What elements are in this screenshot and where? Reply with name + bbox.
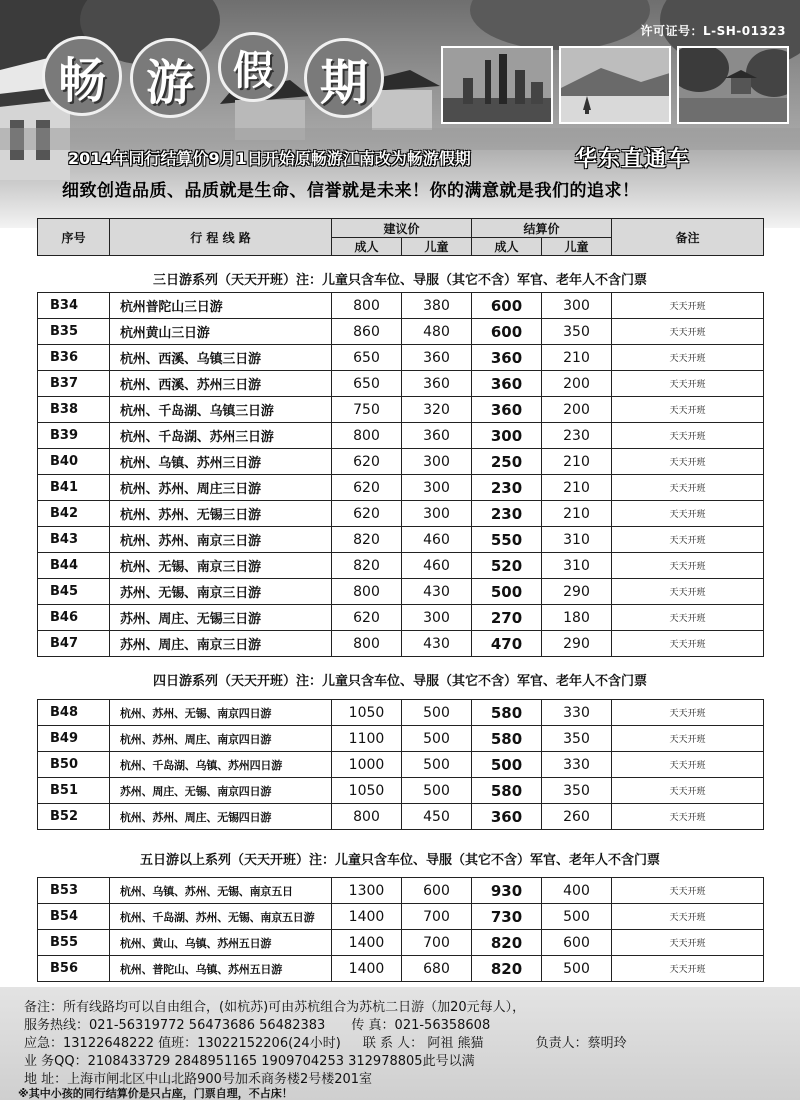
settlement-adult-price: 360 [472, 345, 542, 371]
table-row [38, 804, 764, 830]
suggested-child-price: 360 [402, 345, 472, 371]
suggested-child-price: 300 [402, 605, 472, 631]
settlement-child-price: 230 [542, 423, 612, 449]
table-row [38, 778, 764, 804]
route-code: B47 [38, 631, 110, 657]
route-name: 杭州黄山三日游 [110, 319, 332, 345]
suggested-child-price: 500 [402, 700, 472, 726]
route-name: 杭州、西溪、苏州三日游 [110, 371, 332, 397]
suggested-child-price: 600 [402, 878, 472, 904]
route-code: B34 [38, 293, 110, 319]
route-code: B42 [38, 501, 110, 527]
table-row [38, 700, 764, 726]
suggested-child-price: 380 [402, 293, 472, 319]
table-row [38, 423, 764, 449]
table-row [38, 501, 764, 527]
table-row [38, 904, 764, 930]
settlement-child-price: 210 [542, 501, 612, 527]
city-skyline-photo [441, 46, 553, 124]
table-row [38, 579, 764, 605]
settlement-child-price: 500 [542, 904, 612, 930]
settlement-child-price: 300 [542, 293, 612, 319]
business-qq: 业 务QQ：2108433729 2848951165 1909704253 312978805此号以满 [24, 1054, 475, 1069]
express-label: 华东直通车 [575, 147, 691, 172]
suggested-child-price: 700 [402, 904, 472, 930]
suggested-child-price: 460 [402, 553, 472, 579]
table-row [38, 553, 764, 579]
route-code: B54 [38, 904, 110, 930]
table-row [38, 527, 764, 553]
table-row [38, 878, 764, 904]
settlement-adult-price: 600 [472, 293, 542, 319]
schedule-note: 天天开班 [612, 319, 764, 345]
route-name: 杭州、乌镇、苏州、无锡、南京五日 [110, 878, 332, 904]
price-list [37, 218, 763, 978]
col-header-no: 序号 [38, 219, 110, 256]
table-row [38, 449, 764, 475]
table-row [38, 930, 764, 956]
suggested-adult-price: 800 [332, 804, 402, 830]
fax: 传 真：021-56358608 [351, 1018, 491, 1033]
route-name: 杭州、苏州、周庄、南京四日游 [110, 726, 332, 752]
suggested-child-price: 480 [402, 319, 472, 345]
settlement-child-price: 290 [542, 631, 612, 657]
table-row [38, 475, 764, 501]
settlement-child-price: 500 [542, 956, 612, 982]
brand-logo [42, 32, 392, 124]
route-code: B46 [38, 605, 110, 631]
route-code: B35 [38, 319, 110, 345]
route-code: B39 [38, 423, 110, 449]
lake-pagoda-photo [559, 46, 671, 124]
suggested-child-price: 500 [402, 726, 472, 752]
settlement-adult-price: 360 [472, 804, 542, 830]
route-name: 苏州、周庄、南京三日游 [110, 631, 332, 657]
suggested-adult-price: 1400 [332, 904, 402, 930]
col-header-suggested: 建议价 [332, 219, 472, 238]
suggested-child-price: 450 [402, 804, 472, 830]
route-name: 杭州、苏州、无锡三日游 [110, 501, 332, 527]
schedule-note: 天天开班 [612, 605, 764, 631]
suggested-adult-price: 1050 [332, 700, 402, 726]
schedule-note: 天天开班 [612, 752, 764, 778]
route-code: B37 [38, 371, 110, 397]
hotline: 服务热线：021-56319772 56473686 56482383 [24, 1018, 326, 1033]
price-table-five-day [37, 877, 764, 982]
route-code: B52 [38, 804, 110, 830]
schedule-note: 天天开班 [612, 449, 764, 475]
suggested-child-price: 430 [402, 579, 472, 605]
header-banner [0, 0, 800, 228]
logo-char-4: 期 [304, 38, 384, 118]
table-row [38, 956, 764, 982]
route-name: 杭州、乌镇、苏州三日游 [110, 449, 332, 475]
route-code: B38 [38, 397, 110, 423]
suggested-adult-price: 650 [332, 371, 402, 397]
suggested-adult-price: 1100 [332, 726, 402, 752]
settlement-adult-price: 580 [472, 778, 542, 804]
schedule-note: 天天开班 [612, 397, 764, 423]
settlement-adult-price: 600 [472, 319, 542, 345]
col-header-note: 备注 [612, 219, 764, 256]
suggested-adult-price: 800 [332, 631, 402, 657]
table-row [38, 319, 764, 345]
suggested-adult-price: 1300 [332, 878, 402, 904]
settlement-child-price: 600 [542, 930, 612, 956]
route-name: 杭州、普陀山、乌镇、苏州五日游 [110, 956, 332, 982]
suggested-adult-price: 800 [332, 293, 402, 319]
route-code: B50 [38, 752, 110, 778]
schedule-note: 天天开班 [612, 956, 764, 982]
route-code: B40 [38, 449, 110, 475]
contact-person: 联 系 人： 阿祖 熊猫 [362, 1036, 484, 1051]
table-row [38, 293, 764, 319]
schedule-note: 天天开班 [612, 878, 764, 904]
route-name: 杭州、苏州、南京三日游 [110, 527, 332, 553]
settlement-child-price: 330 [542, 700, 612, 726]
garden-pavilion-photo [677, 46, 789, 124]
suggested-child-price: 360 [402, 371, 472, 397]
table-row [38, 371, 764, 397]
settlement-adult-price: 550 [472, 527, 542, 553]
suggested-adult-price: 620 [332, 605, 402, 631]
schedule-note: 天天开班 [612, 527, 764, 553]
settlement-child-price: 310 [542, 553, 612, 579]
settlement-child-price: 330 [542, 752, 612, 778]
suggested-adult-price: 820 [332, 527, 402, 553]
suggested-child-price: 430 [402, 631, 472, 657]
suggested-adult-price: 1000 [332, 752, 402, 778]
suggested-child-price: 360 [402, 423, 472, 449]
contact-line-1 [24, 1014, 490, 1033]
price-table-four-day [37, 699, 764, 830]
suggested-child-price: 680 [402, 956, 472, 982]
route-code: B49 [38, 726, 110, 752]
settlement-child-price: 290 [542, 579, 612, 605]
settlement-child-price: 350 [542, 726, 612, 752]
suggested-adult-price: 620 [332, 449, 402, 475]
route-name: 杭州普陀山三日游 [110, 293, 332, 319]
logo-char-2: 游 [130, 38, 210, 118]
route-name: 苏州、周庄、无锡三日游 [110, 605, 332, 631]
settlement-adult-price: 300 [472, 423, 542, 449]
schedule-note: 天天开班 [612, 345, 764, 371]
suggested-adult-price: 800 [332, 423, 402, 449]
settlement-adult-price: 500 [472, 752, 542, 778]
settlement-adult-price: 360 [472, 397, 542, 423]
settlement-adult-price: 820 [472, 956, 542, 982]
route-code: B53 [38, 878, 110, 904]
schedule-note: 天天开班 [612, 293, 764, 319]
route-name: 杭州、千岛湖、苏州三日游 [110, 423, 332, 449]
series-title: 三日游系列（天天开班）注：儿童只含车位、导服（其它不含）军官、老年人不含门票 [152, 273, 647, 288]
suggested-child-price: 500 [402, 752, 472, 778]
photo-strip [441, 46, 791, 124]
settlement-child-price: 350 [542, 319, 612, 345]
schedule-note: 天天开班 [612, 930, 764, 956]
route-name: 杭州、苏州、周庄、无锡四日游 [110, 804, 332, 830]
settlement-adult-price: 270 [472, 605, 542, 631]
route-code: B44 [38, 553, 110, 579]
suggested-adult-price: 620 [332, 501, 402, 527]
route-name: 杭州、无锡、南京三日游 [110, 553, 332, 579]
emergency-phone: 应急：13122648222 值班：13022152206(24小时) [24, 1036, 341, 1051]
settlement-child-price: 260 [542, 804, 612, 830]
settlement-child-price: 200 [542, 397, 612, 423]
settlement-child-price: 400 [542, 878, 612, 904]
route-name: 杭州、苏州、无锡、南京四日游 [110, 700, 332, 726]
table-row [38, 726, 764, 752]
suggested-child-price: 300 [402, 501, 472, 527]
col-header-settlement: 结算价 [472, 219, 612, 238]
manager: 负责人：蔡明玲 [535, 1036, 627, 1051]
settlement-adult-price: 230 [472, 501, 542, 527]
suggested-adult-price: 650 [332, 345, 402, 371]
col-header-child: 儿童 [402, 238, 472, 256]
settlement-adult-price: 360 [472, 371, 542, 397]
suggested-adult-price: 750 [332, 397, 402, 423]
settlement-child-price: 180 [542, 605, 612, 631]
settlement-child-price: 350 [542, 778, 612, 804]
settlement-child-price: 200 [542, 371, 612, 397]
schedule-note: 天天开班 [612, 631, 764, 657]
suggested-adult-price: 1050 [332, 778, 402, 804]
column-header-table [37, 218, 764, 256]
settlement-adult-price: 500 [472, 579, 542, 605]
suggested-adult-price: 800 [332, 579, 402, 605]
contact-line-2 [24, 1032, 627, 1051]
remark-text: 备注：所有线路均可以自由组合，(如杭苏)可由苏杭组合为苏杭二日游（加20元每人）， [24, 1000, 526, 1015]
settlement-adult-price: 250 [472, 449, 542, 475]
route-code: B41 [38, 475, 110, 501]
slogan: 细致创造品质、品质就是生命、信誉就是未来！你的满意就是我们的追求！ [62, 181, 640, 201]
route-code: B43 [38, 527, 110, 553]
suggested-child-price: 460 [402, 527, 472, 553]
route-name: 杭州、千岛湖、乌镇三日游 [110, 397, 332, 423]
schedule-note: 天天开班 [612, 501, 764, 527]
table-row [38, 345, 764, 371]
settlement-adult-price: 580 [472, 726, 542, 752]
suggested-child-price: 300 [402, 449, 472, 475]
schedule-note: 天天开班 [612, 904, 764, 930]
settlement-adult-price: 820 [472, 930, 542, 956]
suggested-child-price: 500 [402, 778, 472, 804]
settlement-adult-price: 580 [472, 700, 542, 726]
route-code: B45 [38, 579, 110, 605]
suggested-child-price: 320 [402, 397, 472, 423]
col-header-settle-child: 儿童 [542, 238, 612, 256]
schedule-note: 天天开班 [612, 423, 764, 449]
address: 地 址：上海市闸北区中山北路900号加禾商务楼2号楼201室 [24, 1072, 373, 1087]
route-code: B36 [38, 345, 110, 371]
schedule-note: 天天开班 [612, 804, 764, 830]
suggested-adult-price: 1400 [332, 930, 402, 956]
settlement-child-price: 210 [542, 475, 612, 501]
settlement-adult-price: 730 [472, 904, 542, 930]
suggested-adult-price: 860 [332, 319, 402, 345]
route-code: B48 [38, 700, 110, 726]
suggested-adult-price: 820 [332, 553, 402, 579]
settlement-adult-price: 470 [472, 631, 542, 657]
route-code: B55 [38, 930, 110, 956]
table-row [38, 605, 764, 631]
settlement-child-price: 210 [542, 345, 612, 371]
col-header-route: 行 程 线 路 [110, 219, 332, 256]
schedule-note: 天天开班 [612, 726, 764, 752]
headline: 2014年同行结算价9月1日开始原畅游江南改为畅游假期 [68, 149, 471, 168]
price-table-three-day [37, 292, 764, 657]
route-name: 杭州、千岛湖、乌镇、苏州四日游 [110, 752, 332, 778]
route-code: B51 [38, 778, 110, 804]
series-title: 四日游系列（天天开班）注：儿童只含车位、导服（其它不含）军官、老年人不含门票 [152, 674, 647, 689]
suggested-adult-price: 1400 [332, 956, 402, 982]
schedule-note: 天天开班 [612, 778, 764, 804]
settlement-adult-price: 520 [472, 553, 542, 579]
footer-contact [0, 987, 800, 1100]
table-row [38, 397, 764, 423]
table-row [38, 631, 764, 657]
schedule-note: 天天开班 [612, 371, 764, 397]
route-name: 杭州、千岛湖、苏州、无锡、南京五日游 [110, 904, 332, 930]
logo-char-3: 假 [218, 32, 288, 102]
settlement-child-price: 210 [542, 449, 612, 475]
schedule-note: 天天开班 [612, 553, 764, 579]
logo-char-1: 畅 [42, 36, 122, 116]
series-title: 五日游以上系列（天天开班）注：儿童只含车位、导服（其它不含）军官、老年人不含门票 [139, 853, 660, 868]
route-name: 杭州、苏州、周庄三日游 [110, 475, 332, 501]
col-header-settle-adult: 成人 [472, 238, 542, 256]
schedule-note: 天天开班 [612, 475, 764, 501]
settlement-adult-price: 230 [472, 475, 542, 501]
settlement-child-price: 310 [542, 527, 612, 553]
route-name: 苏州、周庄、无锡、南京四日游 [110, 778, 332, 804]
license-number: 许可证号：L-SH-01323 [640, 24, 786, 38]
route-name: 杭州、黄山、乌镇、苏州五日游 [110, 930, 332, 956]
child-price-note: ※其中小孩的同行结算价是只占座，门票自理，不占床！ [18, 1087, 293, 1100]
suggested-child-price: 700 [402, 930, 472, 956]
col-header-adult: 成人 [332, 238, 402, 256]
route-code: B56 [38, 956, 110, 982]
route-name: 杭州、西溪、乌镇三日游 [110, 345, 332, 371]
settlement-adult-price: 930 [472, 878, 542, 904]
schedule-note: 天天开班 [612, 579, 764, 605]
schedule-note: 天天开班 [612, 700, 764, 726]
route-name: 苏州、无锡、南京三日游 [110, 579, 332, 605]
table-row [38, 752, 764, 778]
suggested-adult-price: 620 [332, 475, 402, 501]
suggested-child-price: 300 [402, 475, 472, 501]
